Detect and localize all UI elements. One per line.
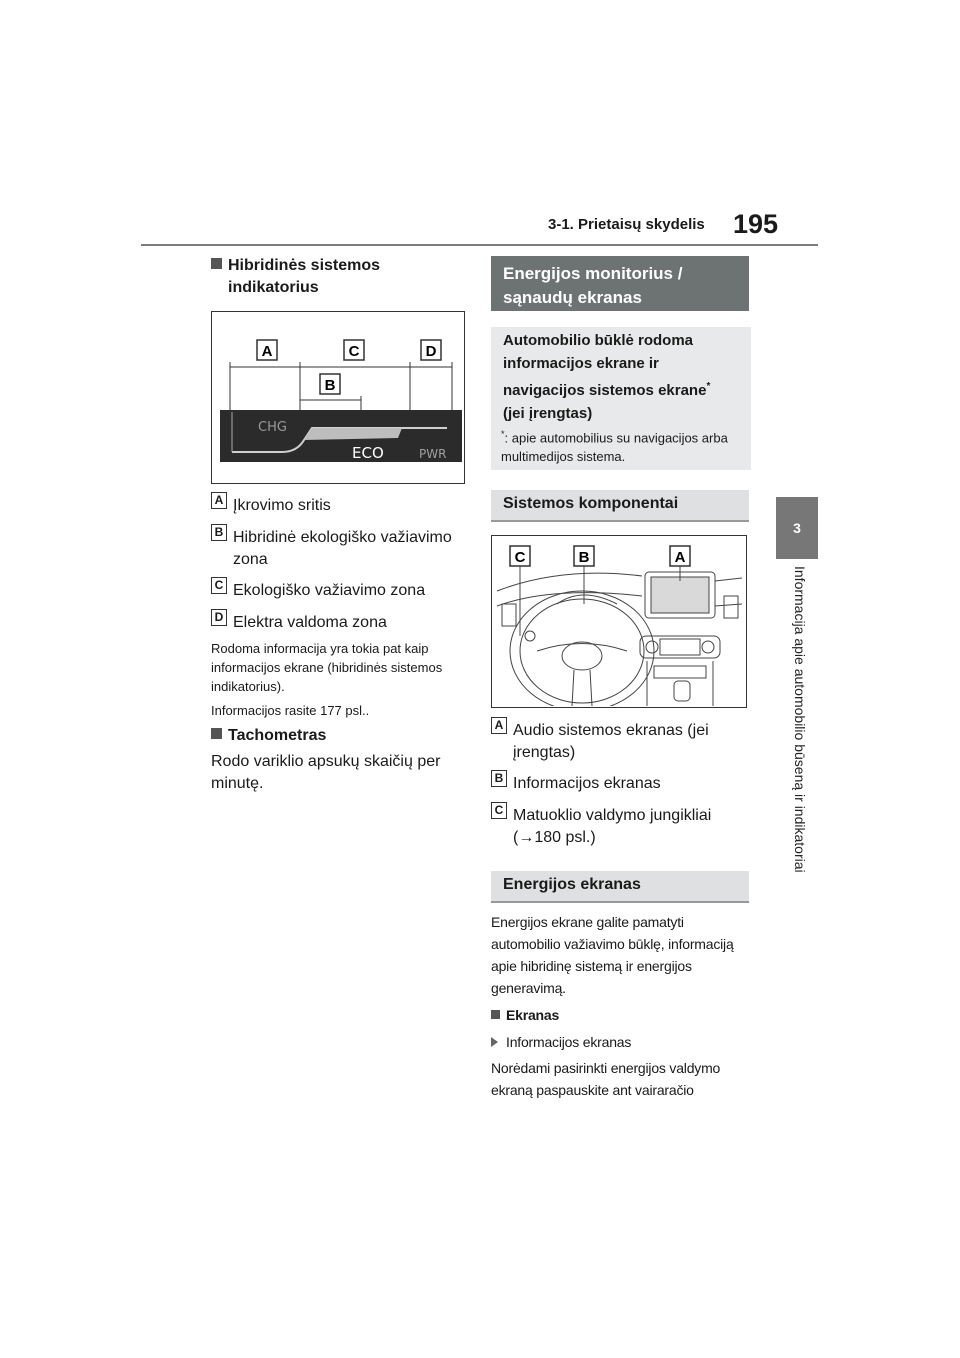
note-page-ref: Informacijos rasite 177 psl..: [211, 703, 370, 718]
label-box-c: C: [491, 802, 507, 819]
energy-display-heading: Energijos ekranas: [491, 871, 749, 903]
hybrid-indicator-diagram: [211, 311, 465, 484]
label-box-d: D: [211, 609, 227, 626]
eco-label: ECO: [352, 444, 384, 462]
chapter-tab: 3: [776, 497, 818, 559]
label-b: B: [324, 377, 336, 394]
label-box-c: C: [211, 577, 227, 594]
asterisk: *: [706, 381, 711, 392]
label-box-a: A: [211, 492, 227, 509]
label-box-a: A: [491, 717, 507, 734]
tachometer-text: Rodo variklio apsukų skaičių per minutę.: [211, 753, 441, 792]
triangle-bullet-icon: [491, 1037, 498, 1047]
chapter-title: Informacija apie automobilio būseną ir indikatoriai: [792, 566, 808, 873]
hybrid-indicator-illustration: [212, 312, 463, 482]
info-box-footnote: *: apie automobilius su navigacijos arba multimedijos sistema.: [501, 429, 728, 465]
label-b: B: [578, 549, 590, 566]
label-box-b: B: [491, 770, 507, 787]
info-box-text: Automobilio būklė rodoma informacijos ekrane ir navigacijos sistemos ekrane: [503, 332, 707, 399]
label-c: C: [348, 343, 360, 360]
energy-monitor-heading: Energijos monitorius / sąnaudų ekranas: [491, 256, 749, 311]
square-bullet-icon: [211, 728, 222, 739]
energy-display-text: Energijos ekrane galite pamatyti automobilio važiavimo būklę, informaciją apie hibridinę sistemą ir energijos generavimą.: [491, 914, 734, 996]
chg-label: CHG: [258, 420, 287, 435]
label-c: C: [514, 549, 526, 566]
section-title: 3-1. Prietaisų skydelis: [548, 216, 705, 233]
info-box-text-2: (jei įrengtas): [503, 405, 593, 422]
note-info-display: Rodoma informacija yra tokia pat kaip informacijos ekrane (hibridinės sistemos indikatorius).: [211, 641, 443, 694]
dashboard-diagram: [491, 535, 747, 708]
label-a: A: [261, 343, 273, 360]
page-reference: (→180 psl.): [513, 829, 596, 846]
label-a: A: [674, 549, 686, 566]
instruction-text: Norėdami pasirinkti energijos valdymo ekraną paspauskite ant vairaračio: [491, 1060, 721, 1098]
tachometer-heading: Tachometras: [211, 725, 326, 747]
dashboard-illustration: [492, 536, 745, 706]
info-box: [491, 327, 751, 470]
pwr-label: PWR: [419, 447, 447, 461]
bullet-item: Informacijos ekranas: [491, 1031, 631, 1053]
header-divider: [141, 244, 818, 246]
label-d: D: [425, 343, 437, 360]
hybrid-indicator-heading: Hibridinės sistemos indikatorius: [211, 255, 451, 299]
display-subheading: Ekranas: [491, 1004, 559, 1026]
system-components-heading: Sistemos komponentai: [491, 490, 749, 522]
page-number: 195: [733, 209, 779, 239]
square-bullet-icon: [211, 258, 222, 269]
label-box-b: B: [211, 524, 227, 541]
square-bullet-icon: [491, 1010, 500, 1019]
